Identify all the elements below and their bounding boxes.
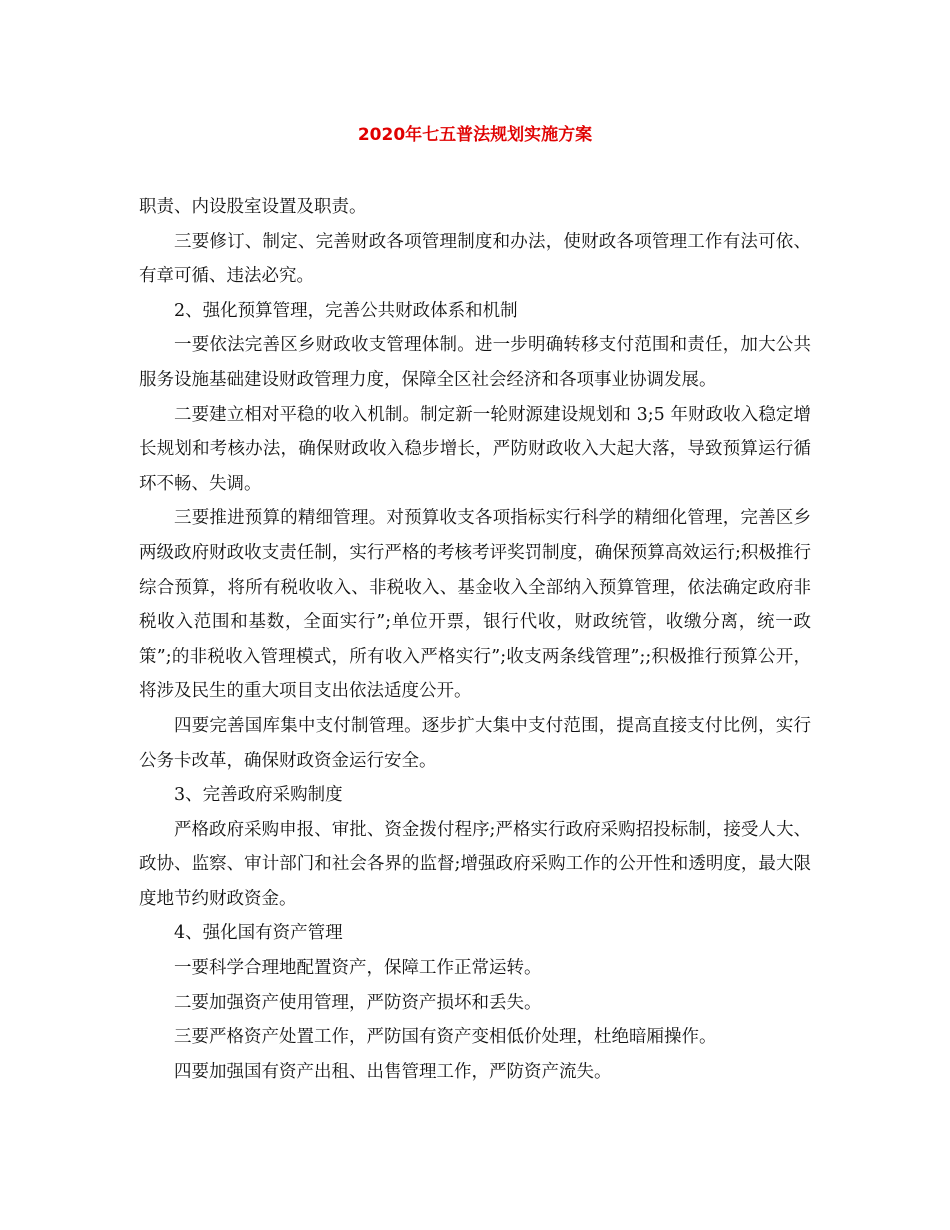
paragraph-7: 四要完善国库集中支付制管理。逐步扩大集中支付范围，提高直接支付比例，实行公务卡改革，确保财政资金运行安全。 [139, 715, 811, 771]
paragraph-4: 一要依法完善区乡财政收支管理体制。进一步明确转移支付范围和责任，加大公共服务设施基础建设财政管理力度，保障全区社会经济和各项事业协调发展。 [139, 335, 811, 390]
section-heading-4: 4、强化国有资产管理 [174, 923, 343, 944]
paragraph-13: 三要严格资产处置工作，严防国有资产变相低价处理，杜绝暗厢操作。 [174, 1027, 717, 1048]
paragraph-6: 三要推进预算的精细管理。对预算收支各项指标实行科学的精细化管理，完善区乡两级政府财政收支责任制，实行严格的考核考评奖罚制度，确保预算高效运行;积极推行综合预算，将所有税收收入、非税收入、基金收入全部纳入预算管理，依法确定政府非税收入范围和基数，全面实行”;单位开票，银行代收，财政统管，收缴分离，统一政策”;的非税收入管理模式，所有收入严格实行”;收支两条线管理”;;积极推行预算公开，将涉及民生的重大项目支出依法适度公开。 [139, 508, 811, 702]
section-heading-2: 2、强化预算管理，完善公共财政体系和机制 [174, 300, 518, 321]
document-title: 2020年七五普法规划实施方案 [357, 125, 593, 145]
paragraph-1: 职责、内设股室设置及职责。 [139, 197, 367, 217]
paragraph-12: 二要加强资产使用管理，严防资产损坏和丢失。 [174, 992, 542, 1013]
paragraph-14: 四要加强国有资产出租、出售管理工作，严防资产流失。 [174, 1061, 612, 1082]
paragraph-11: 一要科学合理地配置资产，保障工作正常运转。 [174, 958, 542, 979]
section-heading-3: 3、完善政府采购制度 [174, 785, 343, 806]
paragraph-2: 三要修订、制定、完善财政各项管理制度和办法，使财政各项管理工作有法可依、有章可循、违法必究。 [139, 231, 811, 287]
paragraph-5: 二要建立相对平稳的收入机制。制定新一轮财源建设规划和 3;5 年财政收入稳定增长规划和考核办法，确保财政收入稳步增长，严防财政收入大起大落，导致预算运行循环不畅、失调。 [139, 404, 811, 494]
document-body [139, 190, 811, 1089]
paragraph-9: 严格政府采购申报、审批、资金拨付程序;严格实行政府采购招投标制，接受人大、政协、监察、审计部门和社会各界的监督;增强政府采购工作的公开性和透明度，最大限度地节约财政资金。 [139, 819, 811, 909]
